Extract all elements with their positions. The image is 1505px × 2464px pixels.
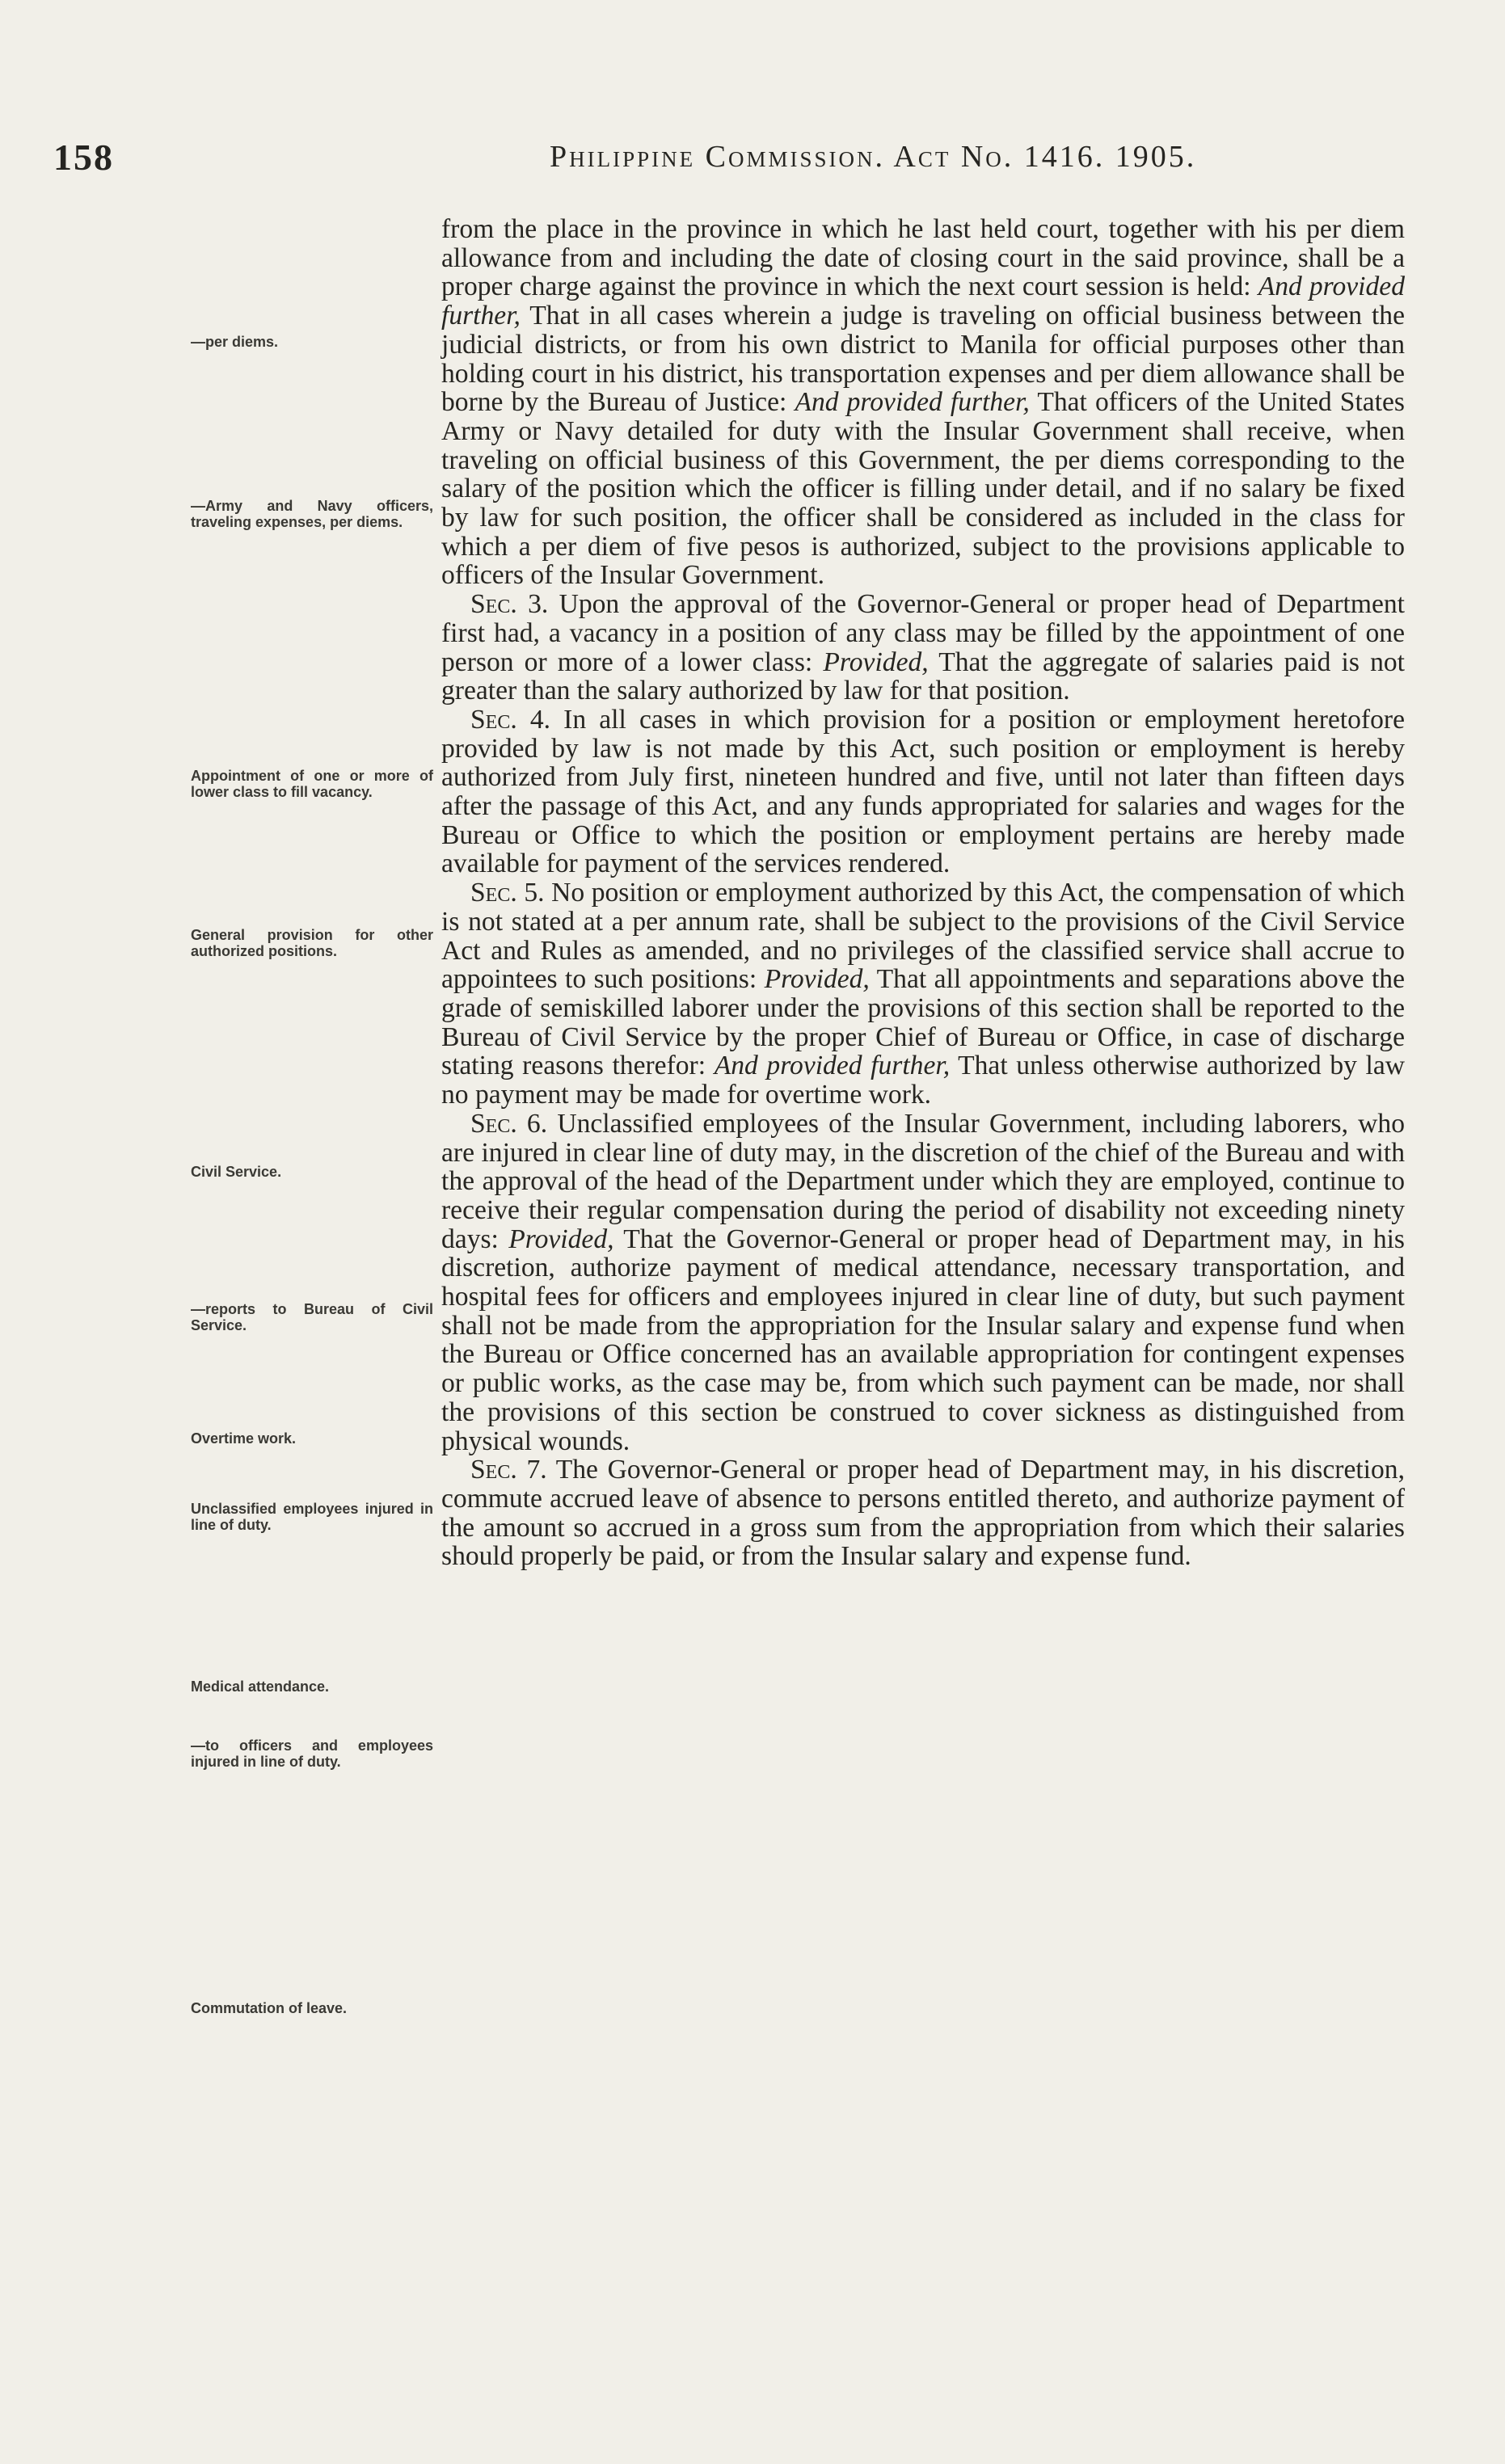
margin-note-to-officers: —to officers and employees injured in line of duty.: [191, 1737, 433, 1770]
margin-note-medical: Medical attendance.: [191, 1678, 330, 1695]
page-header: [0, 136, 1505, 184]
section-6: Sec. 6. Unclassified employees of the Insular Government, including laborers, who are injured in clear line of duty may, in the discretion of the chief of the Bureau and with the approval of the head of the Department under which they are employed, continue to receive their regular compensation during the period of disability not exceeding ninety days: Provided, That the Governor-General or proper head of Department may, in his discretion, authorize payment of medical attendance, necessary transportation, and hospital fees for officers and employees injured in clear line of duty, but such payment shall not be made from the appropriation for the Insular salary and expense fund when the Bureau or Office concerned has an available appropriation for contingent expenses or public works, as the case may be, from which such payment can be made, nor shall the provisions of this section be construed to cover sickness as distinguished from physical wounds.: [441, 1108, 1406, 1456]
margin-note-unclassified: Unclassified employees injured in line of duty.: [191, 1501, 433, 1533]
margin-note-reports: —reports to Bureau of Civil Service.: [191, 1301, 433, 1333]
running-head: Philippine Commission. Act No. 1416. 1905.: [550, 140, 1197, 174]
margin-note-overtime: Overtime work.: [191, 1430, 297, 1447]
document-body: [441, 215, 1405, 1571]
margin-note-army-navy: —Army and Navy officers, traveling expenses, per diems.: [191, 498, 433, 530]
margin-note-per-diems: —per diems.: [191, 334, 279, 350]
margin-note-appointment: Appointment of one or more of lower class to fill vacancy.: [191, 768, 433, 800]
paragraph-continued: from the place in the province in which he last held court, together with his per diem allowance from and including the date of closing court in the said province, shall be a proper charge against the province in which the next court session is held: And provided further, That in all cases wherein a judge is traveling on official business between the judicial districts, or from his own district to Manila for official purposes other than holding court in his district, his transportation expenses and per diem allowance shall be borne by the Bureau of Justice: And provided further, That officers of the United States Army or Navy detailed for duty with the Insular Government shall receive, when traveling on official business of this Government, the per diems corresponding to the salary of the position which the officer is filling under detail, and if no salary be fixed by law for such position, the officer shall be considered as included in the class for which a per diem of five pesos is authorized, subject to the provisions applicable to officers of the Insular Government.: [441, 214, 1405, 591]
section-3: Sec. 3. Upon the approval of the Governor-General or proper head of Department first had, a vacancy in a position of any class may be filled by the appointment of one person or more of a lower class: Provided, That the aggregate of salaries paid is not greater than the salary authorized by law for that position.: [441, 589, 1406, 706]
section-5: Sec. 5. No position or employment authorized by this Act, the compensation of which is not stated at a per annum rate, shall be subject to the provisions of the Civil Service Act and Rules as amended, and no privileges of the classified service shall accrue to appointees to such positions: Provided, That all appointments and separations above the grade of semiskilled laborer under the provisions of this section shall be reported to the Bureau of Civil Service by the proper Chief of Bureau or Office, in case of discharge stating reasons therefor: And provided further, That unless otherwise authorized by law no payment may be made for overtime work.: [441, 878, 1406, 1110]
section-4: Sec. 4. In all cases in which provision for a position or employment heretofore provided by law is not made by this Act, such position or employment is hereby authorized from July first, nineteen hundred and five, until not later than fifteen days after the passage of this Act, and any funds appropriated for salaries and wages for the Bureau or Office to which the position or employment pertains are hereby made available for payment of the services rendered.: [441, 704, 1405, 879]
margin-note-civil-service: Civil Service.: [191, 1164, 282, 1180]
section-7: Sec. 7. The Governor-General or proper head of Department may, in his discretion, commute accrued leave of absence to persons entitled thereto, and authorize payment of the amount so accrued in a gross sum from the appropriation from which their salaries should properly be paid, or from the Insular salary and expense fund.: [441, 1455, 1405, 1572]
page-number: 158: [53, 137, 114, 178]
margin-note-commutation: Commutation of leave.: [191, 2000, 348, 2016]
margin-note-general-provision: General provision for other authorized positions.: [191, 927, 433, 959]
